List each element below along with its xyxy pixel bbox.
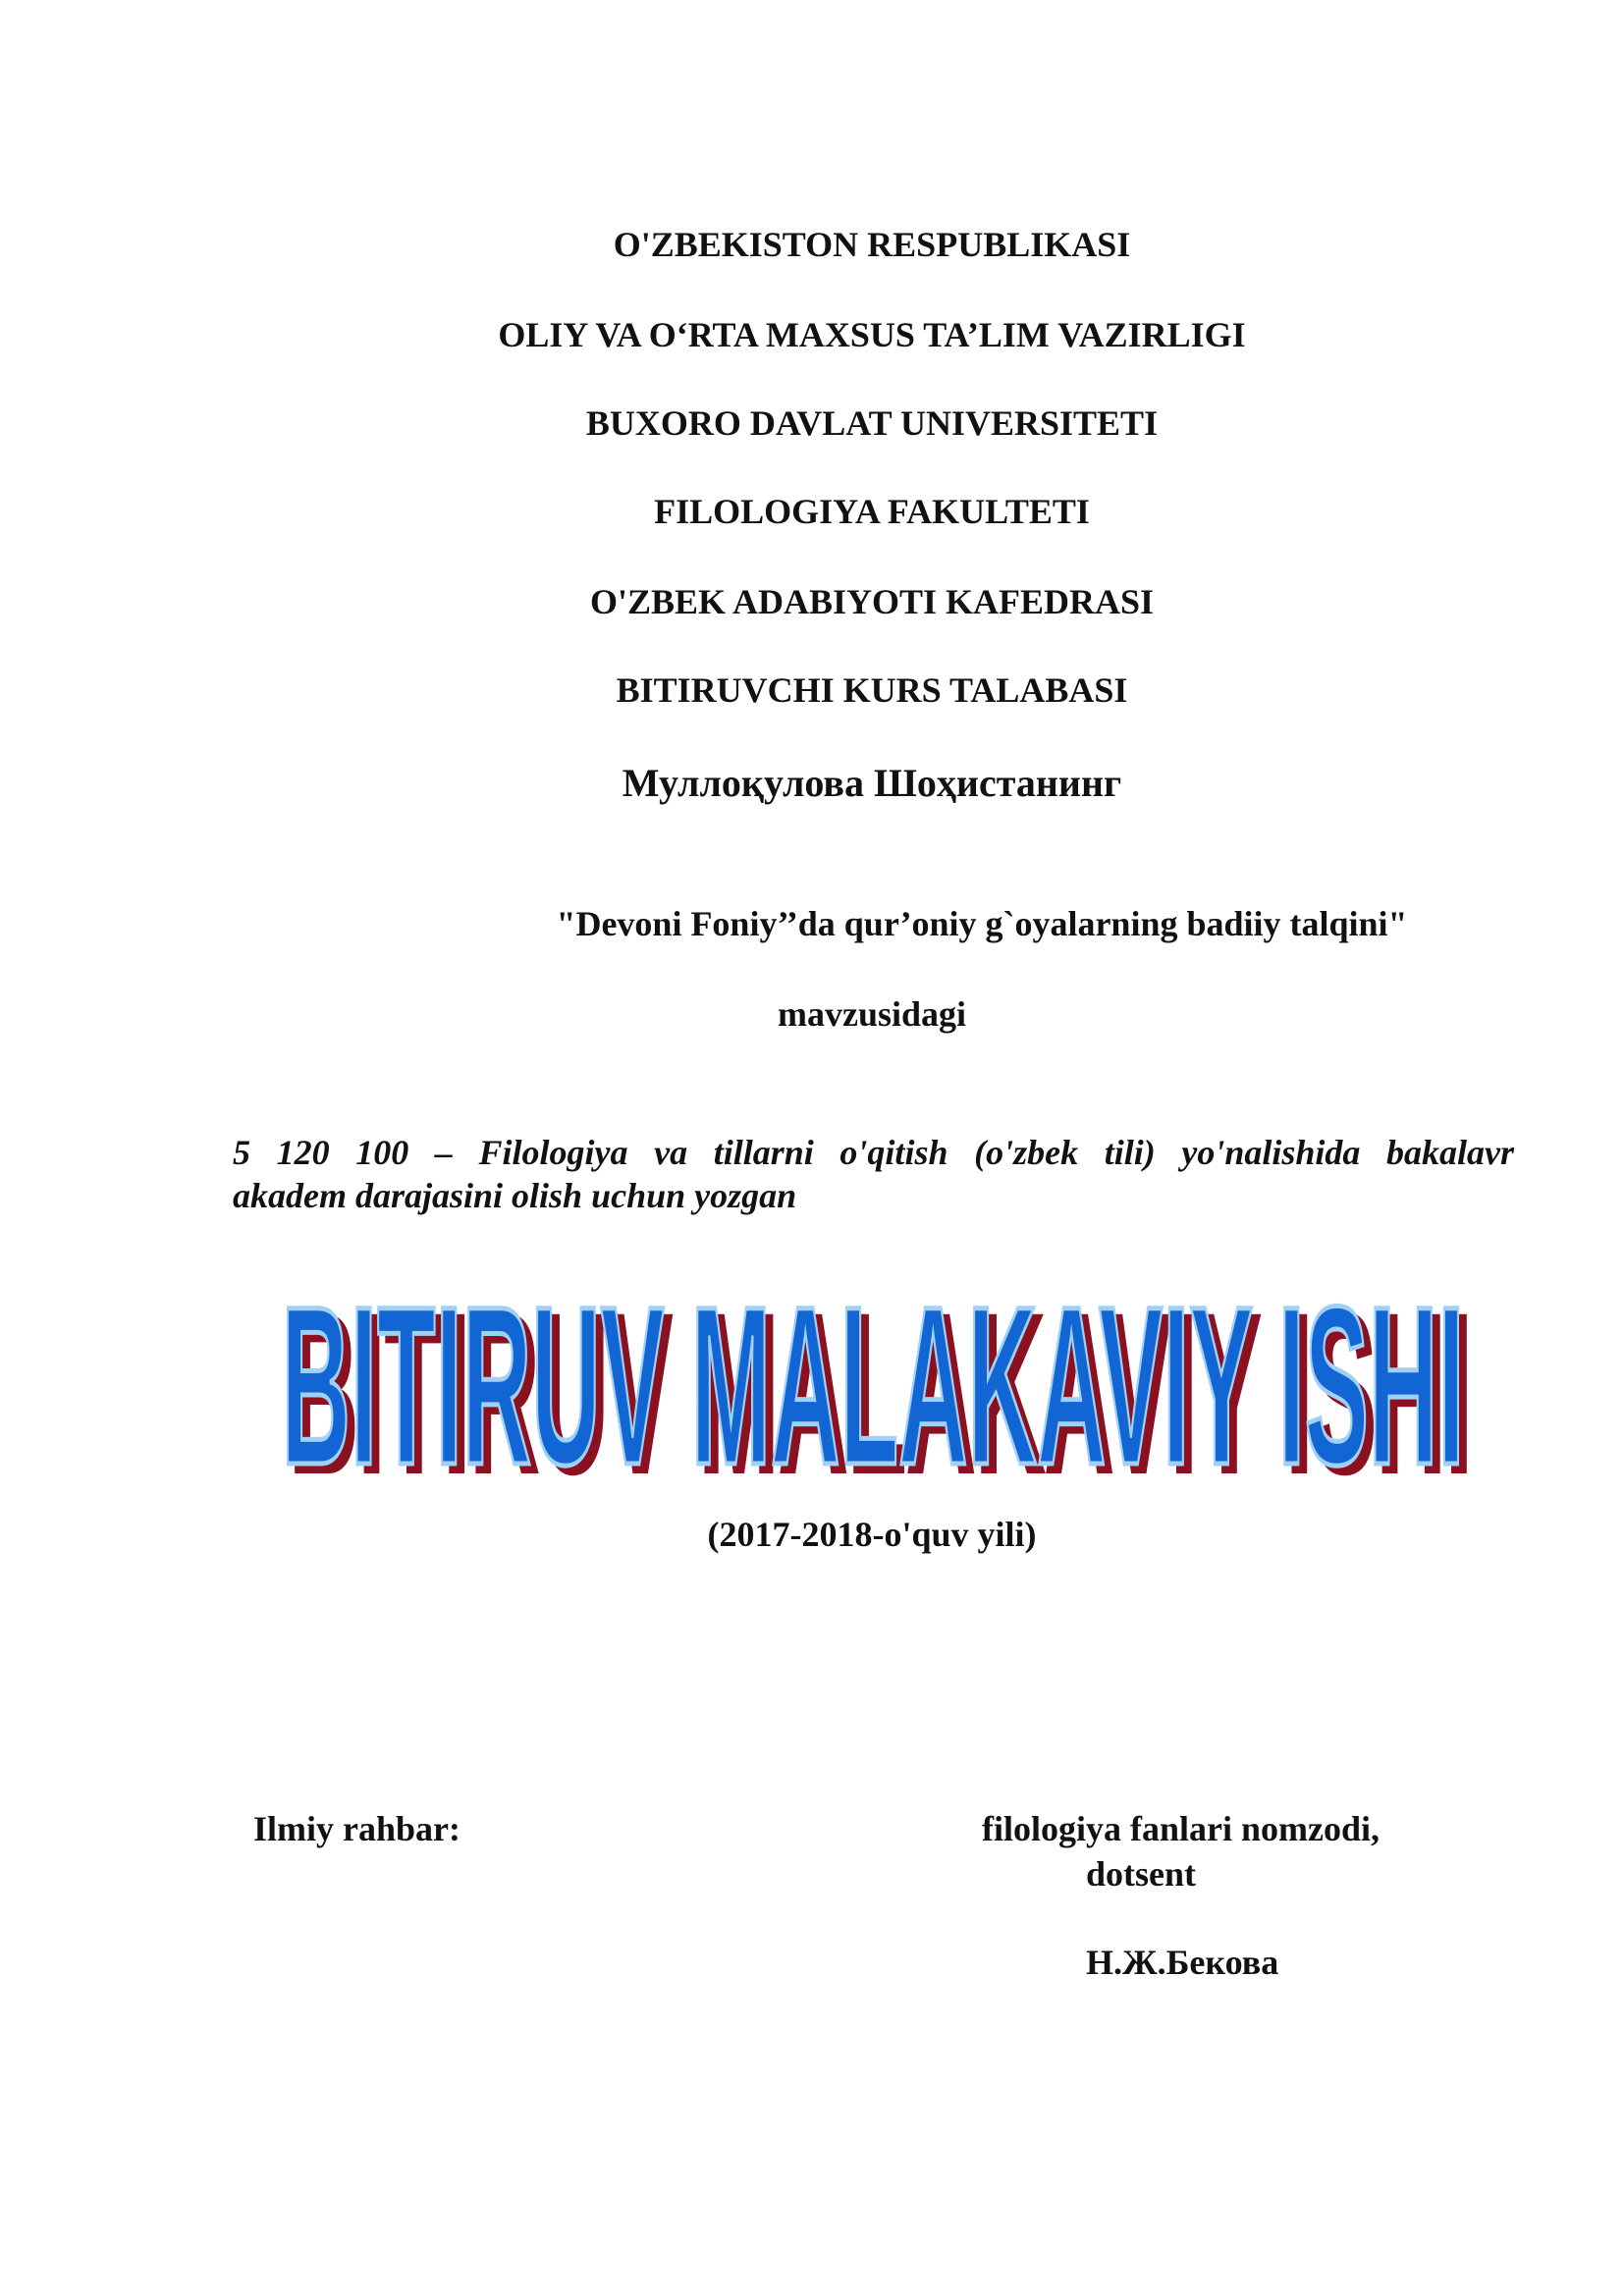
advisor-name: Н.Ж.Бекова [1086,1943,1279,1982]
header-student-label: BITIRUVCHI KURS TALABASI [616,670,1128,710]
specialty-line-1: 5 120 100 – Filologiya va tillarni o'qitish (o'zbek tili) yo'nalishida bakalavr [233,1133,1514,1172]
topic-suffix: mavzusidagi [777,994,967,1034]
wordart-title [271,1261,1479,1487]
student-name: Муллоқулова Шоҳистанинг [622,761,1122,805]
advisor-label: Ilmiy rahbar: [253,1809,460,1848]
academic-year: (2017-2018-o'quv yili) [707,1515,1037,1554]
advisor-degree: filologiya fanlari nomzodi, [982,1809,1380,1848]
header-university: BUXORO DAVLAT UNIVERSITETI [585,403,1159,443]
advisor-position: dotsent [1086,1854,1197,1894]
header-department: O'ZBEK ADABIYOTI KAFEDRASI [589,582,1155,621]
wordart-shadow: BITIRUV MALAKAVIY ISHI [289,1267,1473,1487]
thesis-topic: "Devoni Foniy’’da qur’oniy g`oyalarning badiiy talqini" [556,904,1408,943]
specialty-line-2: akadem darajasini olish uchun yozgan [233,1176,797,1215]
header-ministry: OLIY VA O‘RTA MAXSUS TA’LIM VAZIRLIGI [498,315,1246,354]
wordart-text: BITIRUV MALAKAVIY ISHI [281,1261,1465,1487]
header-country: O'ZBEKISTON RESPUBLIKASI [613,225,1131,264]
header-faculty: FILOLOGIYA FAKULTETI [654,492,1090,531]
specialty-statement [233,1131,1514,1217]
